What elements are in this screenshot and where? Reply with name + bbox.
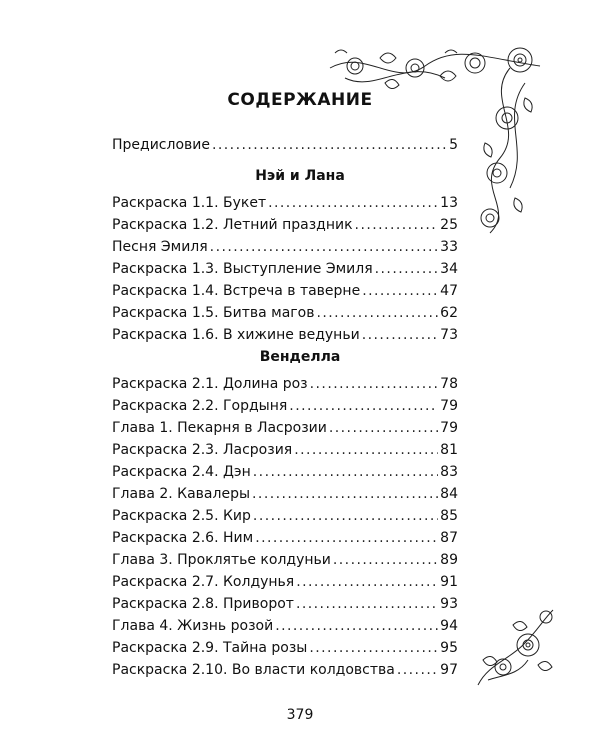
toc-entry-label: Раскраска 2.4. Дэн <box>112 464 251 480</box>
toc-entry-page: 78 <box>440 376 458 392</box>
toc-entry-label: Раскраска 2.10. Во власти колдовства <box>112 662 395 678</box>
toc-entry-label: Раскраска 1.6. В хижине ведуньи <box>112 327 360 343</box>
toc-entry-label: Раскраска 1.4. Встреча в таверне <box>112 283 361 299</box>
toc-entry-page: 81 <box>440 442 458 458</box>
toc-leader-dots <box>310 376 439 392</box>
toc-entry-label: Глава 2. Кавалеры <box>112 486 251 502</box>
toc-entry-page: 47 <box>440 283 458 299</box>
toc-entry-label: Глава 3. Проклятье колдуньи <box>112 552 331 568</box>
toc-entry-label: Глава 4. Жизнь розой <box>112 618 274 634</box>
toc-leader-dots <box>294 442 438 458</box>
toc-leader-dots <box>333 552 438 568</box>
toc-entry-page: 87 <box>440 530 458 546</box>
toc-entry[interactable] <box>112 552 458 574</box>
toc-entry-label: Раскраска 1.1. Букет <box>112 195 267 211</box>
toc-entry[interactable] <box>112 398 458 420</box>
toc-entry-page: 91 <box>440 574 458 590</box>
toc-entry-preface[interactable] <box>112 137 458 159</box>
toc-entry[interactable] <box>112 574 458 596</box>
toc-entry-page: 97 <box>440 662 458 678</box>
toc-leader-dots <box>255 530 438 546</box>
toc-leader-dots <box>252 486 438 502</box>
toc-entry[interactable] <box>112 508 458 530</box>
toc-entry-page: 94 <box>440 618 458 634</box>
toc-entry-page: 93 <box>440 596 458 612</box>
toc-entry-label: Предисловие <box>112 137 210 153</box>
toc-leader-dots <box>329 420 438 436</box>
rose-vine-ornament-bottom-right <box>468 605 558 690</box>
toc-entry[interactable] <box>112 376 458 398</box>
toc-leader-dots <box>289 398 438 414</box>
toc-entry-label: Раскраска 1.2. Летний праздник <box>112 217 353 233</box>
toc-entry-page: 34 <box>440 261 458 277</box>
toc-entry[interactable] <box>112 283 458 305</box>
toc-entry-page: 33 <box>440 239 458 255</box>
toc-entry-label: Глава 1. Пекарня в Ласрозии <box>112 420 327 436</box>
toc-entry-label: Раскраска 1.5. Битва магов <box>112 305 315 321</box>
toc-entry[interactable] <box>112 327 458 349</box>
toc-entry[interactable] <box>112 195 458 217</box>
toc-entry-page: 5 <box>449 137 458 153</box>
toc-entry-page: 89 <box>440 552 458 568</box>
toc-entry[interactable] <box>112 261 458 283</box>
toc-entry-label: Песня Эмиля <box>112 239 208 255</box>
toc-entry-label: Раскраска 2.2. Гордыня <box>112 398 288 414</box>
toc-leader-dots <box>355 217 439 233</box>
toc-entry[interactable] <box>112 239 458 261</box>
toc-leader-dots <box>362 283 438 299</box>
toc-entry[interactable] <box>112 420 458 442</box>
toc-leader-dots <box>275 618 438 634</box>
toc-entry[interactable] <box>112 662 458 684</box>
toc-leader-dots <box>268 195 438 211</box>
page-title: СОДЕРЖАНИЕ <box>227 90 373 110</box>
toc-entry[interactable] <box>112 640 458 662</box>
toc-leader-dots <box>253 464 438 480</box>
toc-entry[interactable] <box>112 305 458 327</box>
toc-leader-dots <box>362 327 438 343</box>
toc-entry-label: Раскраска 2.1. Долина роз <box>112 376 308 392</box>
toc-entry[interactable] <box>112 530 458 552</box>
toc-entry-page: 25 <box>440 217 458 233</box>
toc-entry-page: 73 <box>440 327 458 343</box>
toc-leader-dots <box>296 574 438 590</box>
toc-entry-label: Раскраска 1.3. Выступление Эмиля <box>112 261 373 277</box>
toc-entry[interactable] <box>112 464 458 486</box>
toc-entry-label: Раскраска 2.5. Кир <box>112 508 251 524</box>
toc-entry[interactable] <box>112 618 458 640</box>
toc-entry-page: 83 <box>440 464 458 480</box>
toc-leader-dots <box>309 640 438 656</box>
toc-entry-page: 13 <box>440 195 458 211</box>
toc-leader-dots <box>296 596 438 612</box>
toc-entry-page: 84 <box>440 486 458 502</box>
toc-entry[interactable] <box>112 442 458 464</box>
page-number: 379 <box>286 707 314 723</box>
toc-leader-dots <box>212 137 447 153</box>
toc-entry-page: 79 <box>440 420 458 436</box>
toc-leader-dots <box>397 662 438 678</box>
section-heading-vendella: Венделла <box>259 349 341 365</box>
toc-leader-dots <box>316 305 438 321</box>
toc-entry-page: 62 <box>440 305 458 321</box>
toc-entry-label: Раскраска 2.8. Приворот <box>112 596 294 612</box>
toc-entry-page: 85 <box>440 508 458 524</box>
toc-entry-label: Раскраска 2.9. Тайна розы <box>112 640 308 656</box>
toc-entry-label: Раскраска 2.7. Колдунья <box>112 574 295 590</box>
toc-entry[interactable] <box>112 486 458 508</box>
toc-entry-page: 95 <box>440 640 458 656</box>
toc-entry[interactable] <box>112 217 458 239</box>
toc-entry-page: 79 <box>440 398 458 414</box>
toc-leader-dots <box>375 261 439 277</box>
toc-leader-dots <box>210 239 439 255</box>
toc-leader-dots <box>253 508 438 524</box>
toc-entry-label: Раскраска 2.6. Ним <box>112 530 254 546</box>
section-heading-ney-i-lana: Нэй и Лана <box>255 168 345 184</box>
toc-entry-label: Раскраска 2.3. Ласрозия <box>112 442 293 458</box>
toc-entry[interactable] <box>112 596 458 618</box>
